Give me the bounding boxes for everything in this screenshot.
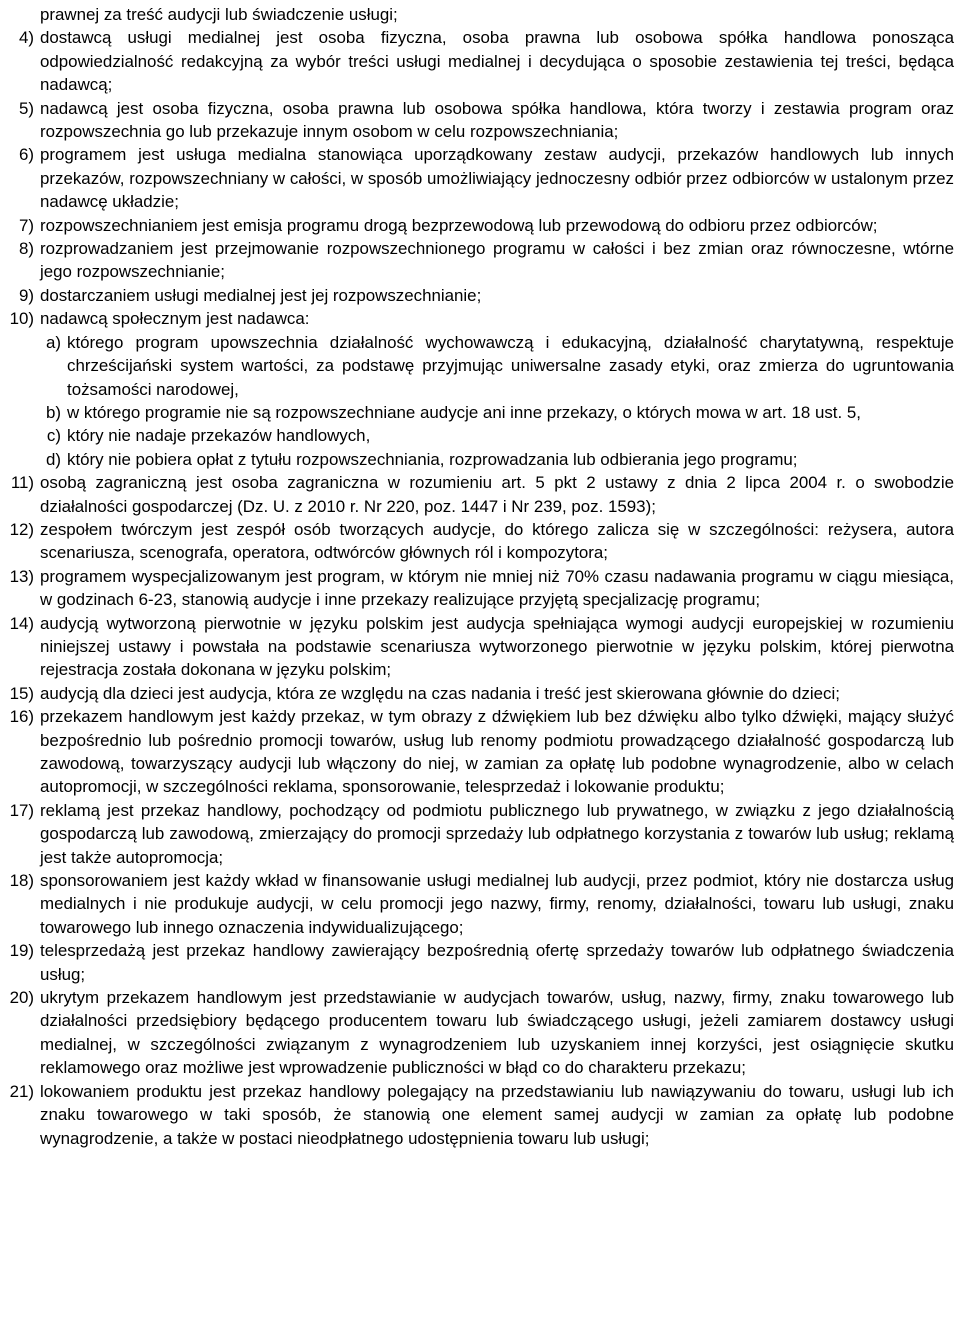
definition-item-14 (9, 612, 954, 682)
item-text: dostawcą usługi medialnej jest osoba fizyczna, osoba prawna lub osobowa spółka handlowa ponosząca odpowiedzialność redakcyjną za wybór treści usługi medialnej i decydująca o sposobie zestawienia tej treści, będąca nadawcą; (40, 28, 954, 95)
sub-item-letter: b) (45, 402, 61, 422)
item-number: 17) (9, 800, 34, 820)
item-text: rozpowszechnianiem jest emisja programu drogą bezprzewodową lub przewodową do odbioru przez odbiorców; (40, 215, 878, 235)
item-number: 9) (18, 285, 34, 305)
item-text: nadawcą społecznym jest nadawca: (40, 309, 310, 329)
item-text: audycją dla dzieci jest audycja, która ze względu na czas nadania i treść jest skierowana głównie do dzieci; (40, 683, 840, 703)
item-text: lokowaniem produktu jest przekaz handlowy polegający na przedstawianiu lub nawiązywaniu do towaru, usługi lub ich znaku towarowego w taki sposób, że stanowią one element samej audycji w zamian za opłatę lub podobne wynagrodzenie, a także w postaci nieodpłatnego udostępnienia towaru lub usługi; (40, 1081, 954, 1148)
definition-item-20 (9, 986, 954, 1080)
definition-item-15 (9, 682, 954, 705)
sub-item-letter: a) (45, 332, 61, 352)
item-number: 8) (18, 239, 34, 259)
definition-item-17 (9, 799, 954, 869)
definition-item-21 (9, 1080, 954, 1150)
definition-item-11 (10, 471, 954, 518)
item-text: sponsorowaniem jest każdy wkład w finansowanie usługi medialnej lub audycji, przez podmiot, który nie dostarcza usług medialnych i nie produkuje audycji, w celu promocji jego nazwy, firmy, renomy, działalności, towaru lub usługi, znaku towarowego lub innego oznaczenia indywidualizującego; (40, 871, 954, 937)
definition-item-19 (9, 939, 954, 986)
sub-item-letter: d) (45, 449, 61, 469)
item-text: telesprzedażą jest przekaz handlowy zawierający bezpośrednią ofertę sprzedaży towarów lub odpłatnego świadczenia usług; (40, 941, 954, 984)
item-number: 16) (9, 707, 34, 727)
sub-item-a (45, 331, 954, 401)
definition-item-16 (9, 705, 954, 799)
definition-item-12 (9, 518, 954, 565)
definition-item-9 (18, 284, 954, 307)
item-number: 21) (9, 1081, 34, 1101)
item-text: zespołem twórczym jest zespół osób tworzących audycje, do którego zalicza się w szczególności: reżysera, autora scenariusza, scenografa, operatora, odtwórców głównych ról i kompozytora; (40, 519, 954, 563)
item-text: programem jest usługa medialna stanowiąca uporządkowany zestaw audycji, przekazów handlowych lub innych przekazów, rozpowszechniany w całości, w sposób umożliwiający jednoczesny odbiór przez odbiorców w ustalonym przez nadawcę układzie; (40, 145, 954, 212)
definition-item-8 (18, 237, 954, 284)
item-text: programem wyspecjalizowanym jest program, w którym nie mniej niż 70% czasu nadawania programu w ciągu miesiąca, w godzinach 6-23, stanowią audycje i inne przekazy realizujące przyjętą specjalizację programu; (40, 566, 954, 610)
item-number: 11) (10, 473, 34, 493)
item-number: 5) (18, 98, 34, 118)
item-number: 20) (9, 988, 34, 1008)
sub-item-text: który nie nadaje przekazów handlowych, (67, 426, 371, 446)
item-number: 15) (9, 683, 34, 703)
definition-item-6 (18, 143, 954, 213)
definition-item-18 (9, 869, 954, 939)
item-number: 19) (9, 941, 34, 961)
sub-item-letter: c) (46, 426, 61, 446)
item-text: reklamą jest przekaz handlowy, pochodzący od podmiotu publicznego lub prywatnego, w związku z jego działalnością gospodarczą lub zawodową, zmierzający do promocji sprzedaży lub odpłatnego korzystania z towarów lub usług; reklamą jest także autopromocja; (40, 800, 954, 867)
sub-list (40, 331, 954, 471)
definition-item-5 (18, 97, 954, 144)
definition-item-4 (18, 26, 954, 96)
sub-item-c (46, 424, 954, 447)
item-text: nadawcą jest osoba fizyczna, osoba prawna lub osobowa spółka handlowa, która tworzy i zestawia program oraz rozpowszechnia go lub przekazuje innym osobom w celu rozpowszechniania; (40, 98, 954, 142)
item-number: 13) (9, 566, 34, 586)
item-text: audycją wytworzoną pierwotnie w języku polskim jest audycja spełniająca wymogi audycji europejskiej w rozumieniu niniejszej ustawy i powstała na podstawie scenariusza wytworzonego pierwotnie w języku polskim, której pierwotna rejestracja została dokonana w języku polskim; (40, 613, 954, 680)
item-number: 14) (9, 613, 34, 633)
definition-item-7 (18, 214, 954, 237)
continuation-text: prawnej za treść audycji lub świadczenie usługi; (40, 5, 398, 24)
item-text: ukrytym przekazem handlowym jest przedstawianie w audycjach towarów, usług, nazwy, firmy, znaku towarowego lub działalności przedsiębiory będącego producentem towaru lub świadczącego usługi, jeżeli zamiarem dostawcy usługi medialnej, w szczególności związanym z wynagrodzeniem lub uzyskaniem innej korzyści, jest osiągnięcie skutku reklamowego oraz możliwe jest wprowadzenie publiczności w błąd co do charakteru przekazu; (40, 988, 954, 1078)
definition-item-10 (9, 307, 954, 471)
sub-item-text: którego program upowszechnia działalność wychowawczą i edukacyjną, działalność charytatywną, respektuje chrześcijański system wartości, za podstawę przyjmując uniwersalne zasady etyki, oraz zmierza do ugruntowania tożsamości narodowej, (67, 332, 954, 399)
sub-item-text: w którego programie nie są rozpowszechniane audycje ani inne przekazy, o których mowa w art. 18 ust. 5, (67, 402, 861, 422)
item-number: 6) (18, 145, 34, 165)
item-text: przekazem handlowym jest każdy przekaz, w tym obrazy z dźwiękiem lub bez dźwięku albo tylko dźwięki, mający służyć bezpośrednio lub pośrednio promocji towarów, usług lub renomy podmiotu prowadzącego działalność gospodarczą lub zawodową, towarzyszący audycji lub włączony do niej, w zamian za opłatę lub podobne wynagrodzenie, albo w celach autopromocji, w szczególności reklama, sponsorowanie, telesprzedaż i lokowanie produktu; (40, 707, 954, 797)
item-number: 4) (18, 28, 34, 48)
sub-item-text: który nie pobiera opłat z tytułu rozpowszechniania, rozprowadzania lub odbierania jego programu; (67, 449, 798, 469)
item-text: dostarczaniem usługi medialnej jest jej rozpowszechnianie; (40, 285, 482, 305)
sub-item-d (45, 448, 954, 471)
item-text: rozprowadzaniem jest przejmowanie rozpowszechnionego programu w całości i bez zmian oraz równoczesne, wtórne jego rozpowszechnianie; (40, 239, 954, 282)
item-number: 7) (18, 215, 34, 235)
item-number: 18) (9, 871, 34, 891)
sub-item-b (45, 401, 954, 424)
definition-item-13 (9, 565, 954, 612)
item-number: 12) (9, 519, 34, 539)
item-number: 10) (9, 309, 34, 329)
item-text: osobą zagraniczną jest osoba zagraniczna w rozumieniu art. 5 pkt 2 ustawy z dnia 2 lipca 2004 r. o swobodzie działalności gospodarczej (Dz. U. z 2010 r. Nr 220, poz. 1447 i Nr 239, poz. 1593); (40, 473, 954, 516)
